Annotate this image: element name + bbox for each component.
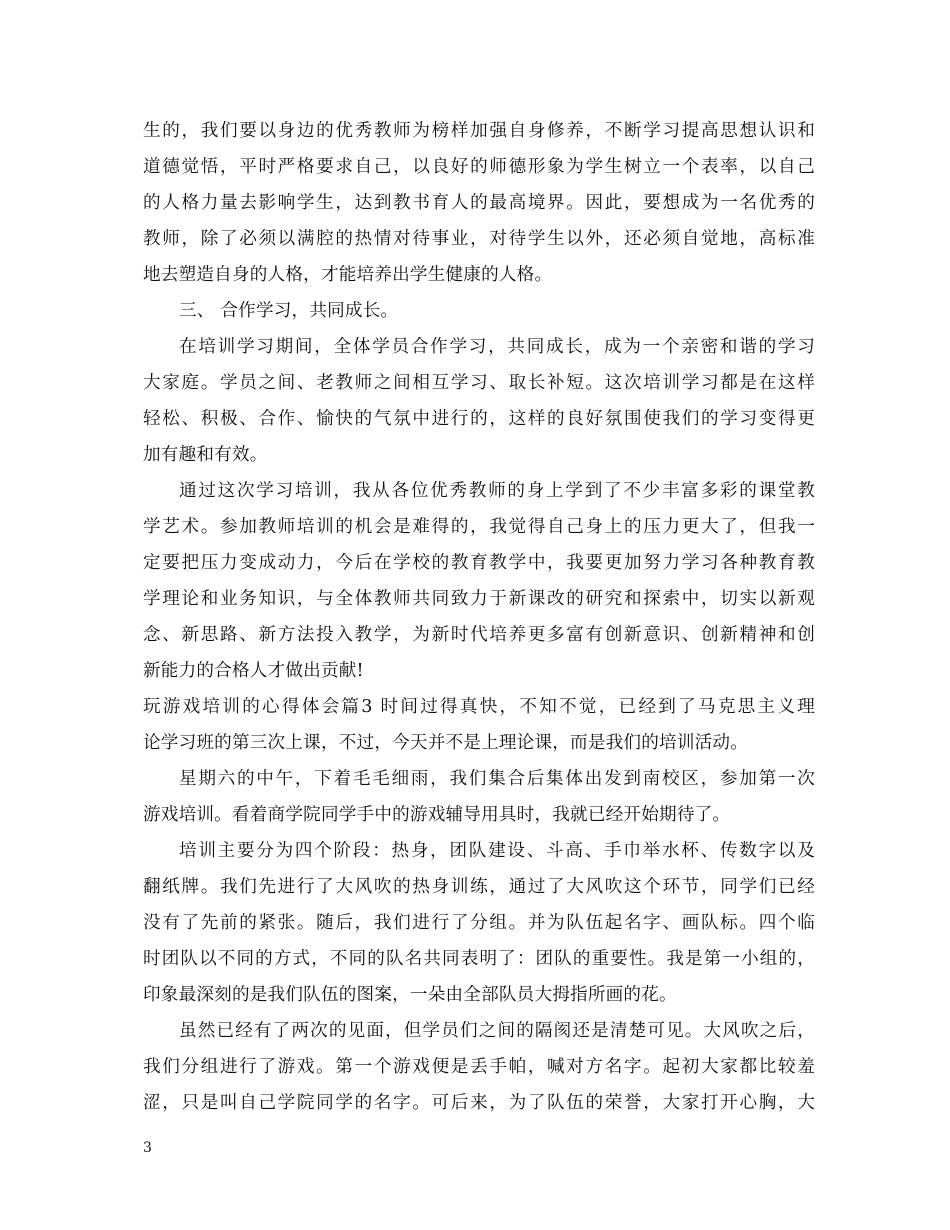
text-line: 通过这次学习培训，我从各位优秀教师的身上学到了不少丰富多彩的课堂教 — [179, 481, 815, 501]
text-line: 新能力的合格人才做出贡献! — [143, 661, 364, 681]
text-line: 星期六的中午，下着毛毛细雨，我们集合后集体出发到南校区，参加第一次 — [179, 769, 815, 789]
text-line: 培训主要分为四个阶段：热身，团队建设、斗高、手巾举水杯、传数字以及 — [179, 841, 815, 861]
text-line: 玩游戏培训的心得体会篇3 时间过得真快，不知不觉，已经到了马克思主义理 — [143, 697, 815, 717]
text-line: 的人格力量去影响学生，达到教书育人的最高境界。因此，要想成为一名优秀的 — [143, 193, 815, 213]
text-line: 翻纸牌。我们先进行了大风吹的热身训练，通过了大风吹这个环节，同学们已经 — [143, 877, 815, 897]
text-line: 虽然已经有了两次的见面，但学员们之间的隔阂还是清楚可见。大风吹之后， — [179, 1021, 815, 1041]
text-line: 在培训学习期间，全体学员合作学习，共同成长，成为一个亲密和谐的学习 — [179, 337, 815, 357]
text-line: 大家庭。学员之间、老教师之间相互学习、取长补短。这次培训学习都是在这样 — [143, 373, 815, 393]
text-line: 没有了先前的紧张。随后，我们进行了分组。并为队伍起名字、画队标。四个临 — [143, 913, 815, 933]
text-line: 时团队以不同的方式，不同的队名共同表明了：团队的重要性。我是第一小组的， — [143, 949, 815, 969]
text-line: 轻松、积极、合作、愉快的气氛中进行的，这样的良好氛围使我们的学习变得更 — [143, 409, 815, 429]
text-line: 教师，除了必须以满腔的热情对待事业，对待学生以外，还必须自觉地，高标准 — [143, 229, 815, 249]
text-line: 道德觉悟，平时严格要求自己，以良好的师德形象为学生树立一个表率，以自己 — [143, 157, 815, 177]
text-line: 论学习班的第三次上课，不过，今天并不是上理论课，而是我们的培训活动。 — [143, 733, 748, 753]
text-line: 游戏培训。看着商学院同学手中的游戏辅导用具时，我就已经开始期待了。 — [143, 805, 731, 825]
page-number: 3 — [143, 1140, 152, 1156]
text-line: 学艺术。参加教师培训的机会是难得的，我觉得自己身上的压力更大了，但我一 — [143, 517, 815, 537]
text-line: 生的，我们要以身边的优秀教师为榜样加强自身修养，不断学习提高思想认识和 — [143, 121, 815, 141]
text-line: 印象最深刻的是我们队伍的图案，一朵由全部队员大拇指所画的花。 — [143, 985, 677, 1005]
text-line: 加有趣和有效。 — [143, 445, 268, 465]
text-line: 定要把压力变成动力，今后在学校的教育教学中，我要更加努力学习各种教育教 — [143, 553, 815, 573]
text-line: 我们分组进行了游戏。第一个游戏便是丢手帕，喊对方名字。起初大家都比较羞 — [143, 1057, 815, 1077]
text-line: 念、新思路、新方法投入教学，为新时代培养更多富有创新意识、创新精神和创 — [143, 625, 815, 645]
text-line: 学理论和业务知识，与全体教师共同致力于新课改的研究和探索中，切实以新观 — [143, 589, 815, 609]
text-line: 涩，只是叫自己学院同学的名字。可后来，为了队伍的荣誉，大家打开心胸，大 — [143, 1093, 815, 1113]
text-line: 地去塑造自身的人格，才能培养出学生健康的人格。 — [143, 265, 553, 285]
text-line: 三、 合作学习，共同成长。 — [179, 301, 399, 321]
document-body — [143, 113, 815, 1121]
